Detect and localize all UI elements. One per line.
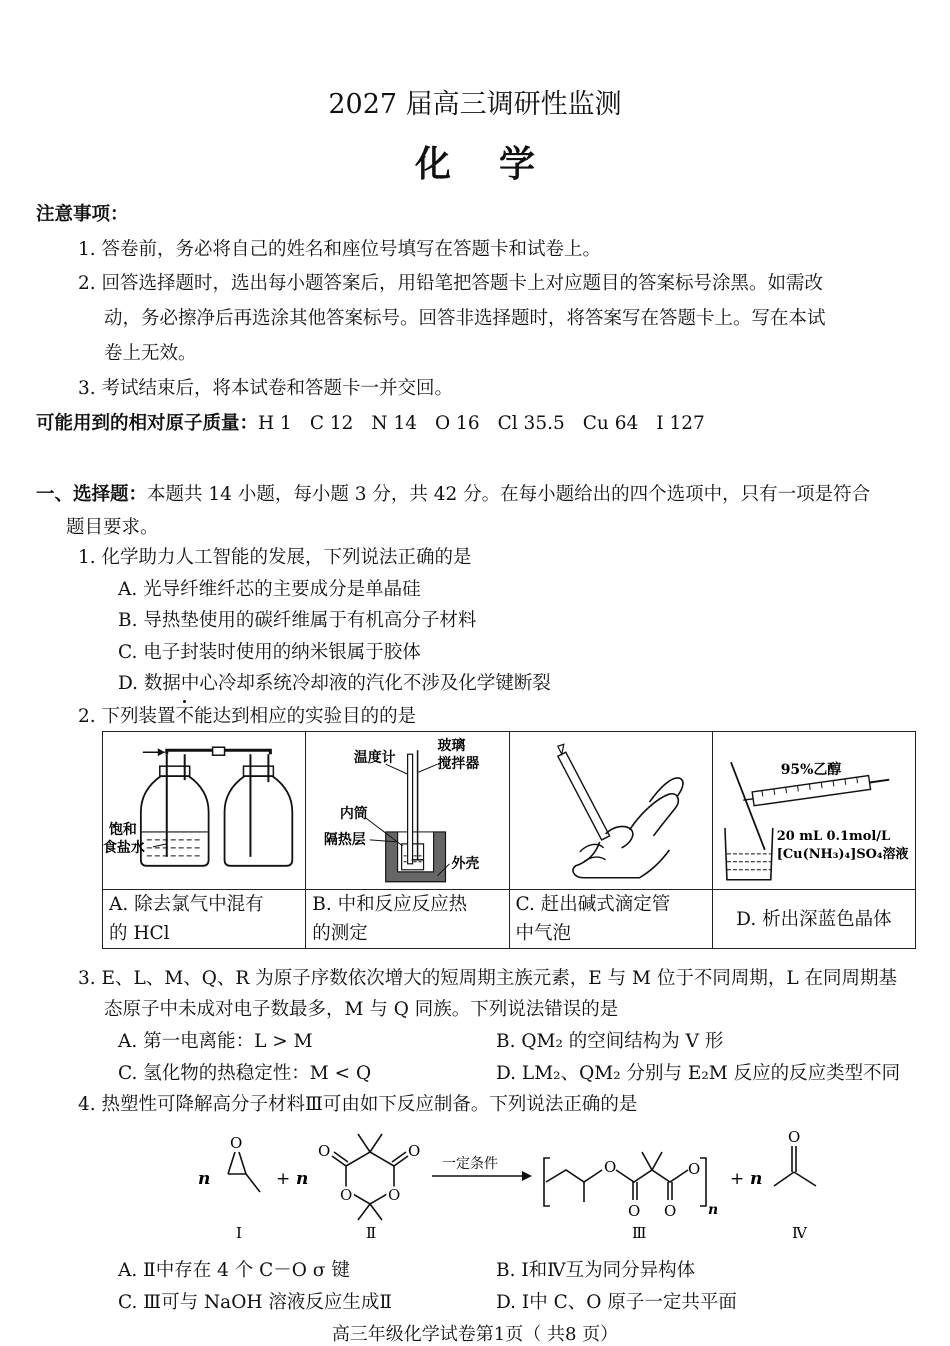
q2-emphasis: 不 [175, 706, 195, 727]
calorimeter-figure [306, 732, 508, 889]
label-III: Ⅲ [632, 1224, 647, 1242]
notice-heading: 注意事项： [36, 204, 129, 225]
mass-n: N 14 [371, 413, 417, 434]
q2-stem [78, 702, 416, 728]
mass-cu: Cu 64 [582, 413, 639, 434]
coef-n-1: n [198, 1169, 211, 1189]
q1-option-c: C. 电子封装时使用的纳米银属于胶体 [118, 642, 421, 663]
atom-o-7: O [628, 1202, 641, 1220]
apparatus-d-cell [712, 732, 915, 890]
label-I: Ⅰ [236, 1224, 242, 1242]
notice-item: 卷上无效。 [104, 343, 197, 364]
q3-option-a: A. 第一电离能：L > M [118, 1031, 313, 1052]
label-ethanol: 95%乙醇 [780, 762, 842, 779]
caption-a-line2: 的 HCl [109, 923, 170, 944]
coef-n-3: n [750, 1169, 763, 1189]
label-thermometer: 温度计 [354, 750, 396, 767]
q2-stem-post: 能达到相应的实验目的的是 [194, 706, 417, 727]
label-II: Ⅱ [366, 1224, 377, 1242]
atom-o-4: O [340, 1186, 353, 1204]
subject-title: 化学 [414, 143, 583, 185]
caption-b [306, 890, 509, 949]
atom-o-9: O [688, 1160, 701, 1178]
gas-wash-bottles-figure [103, 732, 305, 889]
label-IV: Ⅳ [792, 1224, 807, 1242]
q1-option-d: D. 数据中心冷却系统冷却液的汽化不涉及化学键断裂 [118, 673, 551, 694]
caption-a-line1: A. 除去氯气中混有 [109, 894, 264, 915]
section1-desc2: 题目要求。 [66, 517, 159, 538]
label-glass: 玻璃 [437, 738, 466, 755]
caption-d-line1: D. 析出深蓝色晶体 [736, 908, 892, 930]
caption-c [509, 890, 712, 949]
label-outer-shell: 外壳 [451, 855, 480, 872]
plus-1: + [276, 1169, 291, 1189]
q4-option-c: C. Ⅲ可与 NaOH 溶液反应生成Ⅱ [118, 1292, 392, 1313]
q4-option-d: D. Ⅰ中 C、O 原子一定共平面 [496, 1292, 737, 1313]
mass-cl: Cl 35.5 [497, 413, 565, 434]
caption-d [712, 890, 915, 949]
caption-b-line1: B. 中和反应反应热 [312, 894, 468, 915]
q1-stem: 1. 化学助力人工智能的发展，下列说法正确的是 [78, 547, 472, 568]
label-solution-name: [Cu(NH₃)₄]SO₄溶液 [776, 846, 909, 862]
q3-option-d: D. LM₂、QM₂ 分别与 E₂M 反应的反应类型不同 [496, 1063, 901, 1084]
label-inner-cup: 内筒 [340, 805, 368, 822]
atom-o-6: O [604, 1158, 617, 1176]
label-saturated: 饱和 [108, 821, 137, 838]
atomic-mass-line [36, 409, 705, 435]
caption-b-line2: 的测定 [312, 923, 368, 944]
atom-o-3: O [408, 1142, 421, 1160]
atom-o-10: O [788, 1128, 801, 1146]
mass-c: C 12 [309, 413, 354, 434]
q3-stem-line2: 态原子中未成对电子数最多，M 与 Q 同族。下列说法错误的是 [104, 999, 619, 1020]
section1-desc: 本题共 14 小题，每小题 3 分，共 42 分。在每小题给出的四个选项中，只有一项是符合 [147, 484, 871, 505]
notice-item: 2. 回答选择题时，选出每小题答案后，用铅笔把答题卡上对应题目的答案标号涂黑。如需改 [78, 273, 824, 294]
apparatus-b-cell [306, 732, 509, 890]
q4-option-b: B. Ⅰ和Ⅳ互为同分异构体 [496, 1260, 696, 1281]
notice-item: 动，务必擦净后再选涂其他答案标号。回答非选择题时，将答案写在答题卡上。写在本试 [104, 308, 826, 329]
plus-2: + [730, 1169, 745, 1189]
mass-h: H 1 [258, 413, 292, 434]
q3-option-b: B. QM₂ 的空间结构为 V 形 [496, 1031, 724, 1052]
caption-c-line2: 中气泡 [515, 923, 572, 944]
page-title: 2027 届高三调研性监测 [328, 89, 622, 120]
apparatus-c-cell [509, 732, 712, 890]
subscript-n: n [708, 1202, 719, 1218]
section1-heading: 一、选择题： [36, 484, 148, 505]
label-solution-conc: 20 mL 0.1mol/L [776, 828, 890, 844]
q2-apparatus-table [102, 731, 916, 949]
atom-o-2: O [318, 1142, 331, 1160]
notice-item: 3. 考试结束后，将本试卷和答题卡一并交回。 [78, 378, 454, 399]
label-insulation: 隔热层 [324, 831, 366, 848]
q1-option-a: A. 光导纤维纤芯的主要成分是单晶硅 [118, 579, 421, 600]
q2-stem-pre: 2. 下列装置 [78, 706, 176, 727]
atom-o-8: O [664, 1202, 677, 1220]
apparatus-a-cell [103, 732, 306, 890]
label-stirrer: 搅拌器 [437, 756, 480, 773]
burette-hands-figure [510, 732, 712, 889]
reaction-condition: 一定条件 [442, 1156, 498, 1172]
atomic-mass-label: 可能用到的相对原子质量： [36, 413, 259, 434]
q4-stem: 4. 热塑性可降解高分子材料Ⅲ可由如下反应制备。下列说法正确的是 [78, 1094, 638, 1115]
coef-n-2: n [296, 1169, 309, 1189]
notice-item: 1. 答卷前，务必将自己的姓名和座位号填写在答题卡和试卷上。 [78, 239, 602, 260]
section1-intro [36, 480, 870, 506]
crystallization-figure [713, 732, 915, 889]
reaction-scheme-figure [190, 1122, 830, 1250]
atom-o-1: O [230, 1134, 243, 1152]
label-brine: 食盐水 [103, 839, 145, 856]
q3-option-c: C. 氢化物的热稳定性：M < Q [118, 1063, 372, 1084]
mass-i: I 127 [656, 413, 705, 434]
q4-option-a: A. Ⅱ中存在 4 个 C－O σ 键 [118, 1260, 350, 1281]
mass-o: O 16 [435, 413, 480, 434]
page-footer: 高三年级化学试卷第1页（ 共8 页） [331, 1324, 619, 1345]
caption-c-line1: C. 赶出碱式滴定管 [515, 894, 671, 915]
q1-option-b: B. 导热垫使用的碳纤维属于有机高分子材料 [118, 610, 477, 631]
q3-stem-line1: 3. E、L、M、Q、R 为原子序数依次增大的短周期主族元素，E 与 M 位于不同周期，L 在同周期基 [78, 968, 897, 989]
caption-a [103, 890, 306, 949]
atom-o-5: O [388, 1186, 401, 1204]
